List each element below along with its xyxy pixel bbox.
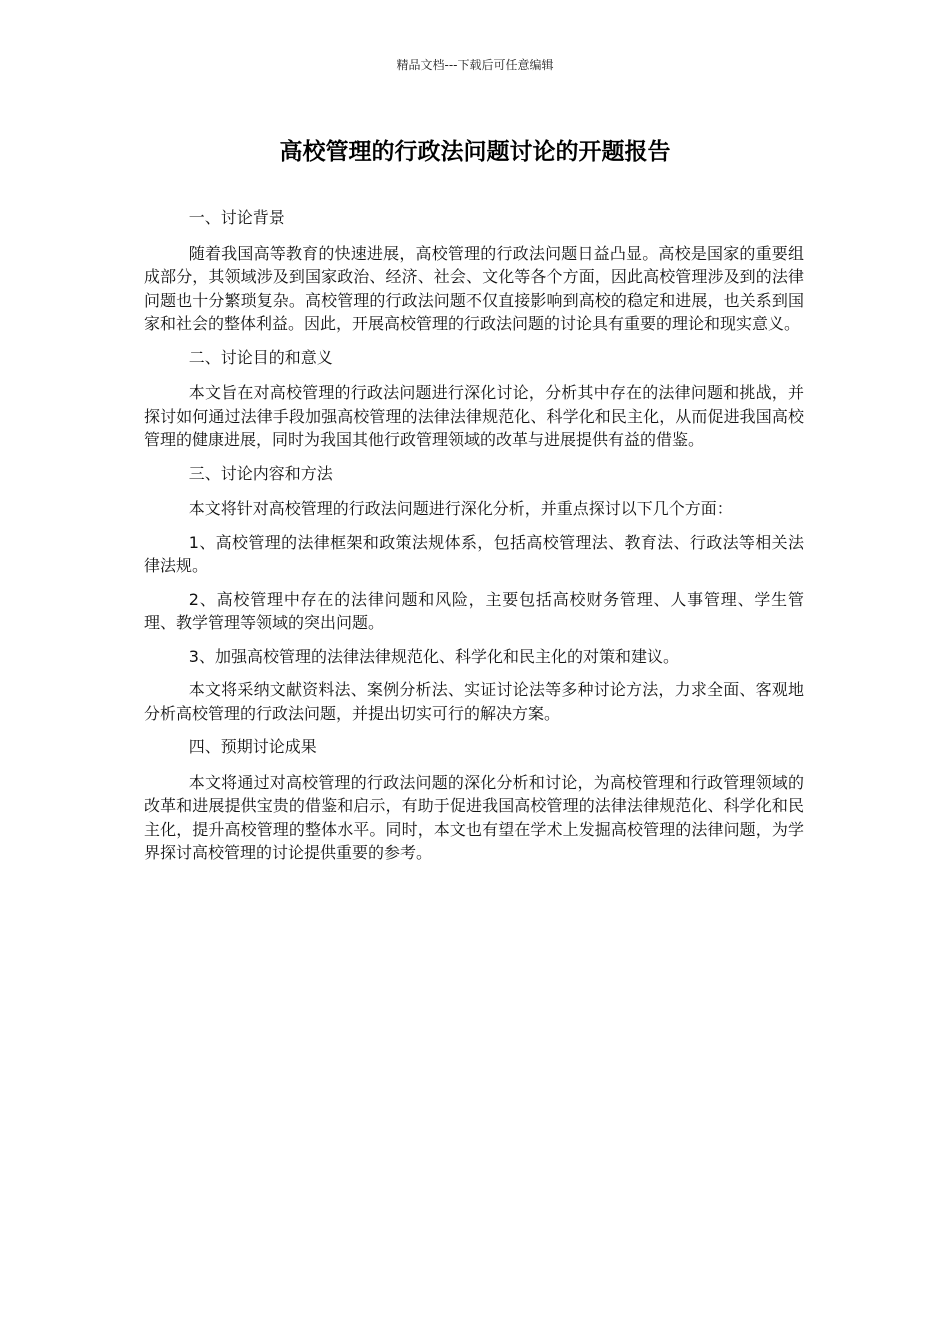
- list-item: 3、加强高校管理的法律法律规范化、科学化和民主化的对策和建议。: [188, 646, 679, 666]
- header-note: 精品文档---下载后可任意编辑: [396, 58, 554, 72]
- paragraph: 本文将针对高校管理的行政法问题进行深化分析，并重点探讨以下几个方面：: [188, 499, 733, 518]
- paragraph: 本文将通过对高校管理的行政法问题的深化分析和讨论，为高校管理和行政管理领域的改革和进展提供宝贵的借鉴和启示，有助于促进我国高校管理的法律法律规范化、科学化和民主化，提升高校管理的整体水平。同时，本文也有望在学术上发掘高校管理的法律问题，为学界探讨高校管理的讨论提供重要的参考。: [144, 772, 804, 862]
- paragraph: 随着我国高等教育的快速进展，高校管理的行政法问题日益凸显。高校是国家的重要组成部分，其领域涉及到国家政治、经济、社会、文化等各个方面，因此高校管理涉及到的法律问题也十分繁琐复杂。高校管理的行政法问题不仅直接影响到高校的稳定和进展，也关系到国家和社会的整体利益。因此，开展高校管理的行政法问题的讨论具有重要的理论和现实意义。: [144, 243, 804, 333]
- list-item: 1、高校管理的法律框架和政策法规体系，包括高校管理法、教育法、行政法等相关法律法规。: [144, 532, 804, 575]
- document-body: [144, 206, 804, 875]
- section-heading-expected-results: 四、预期讨论成果: [188, 737, 317, 756]
- section-heading-purpose: 二、讨论目的和意义: [188, 347, 333, 367]
- section-heading-content-methods: 三、讨论内容和方法: [188, 463, 333, 483]
- section-heading-background: 一、讨论背景: [188, 208, 285, 227]
- paragraph: 本文将采纳文献资料法、案例分析法、实证讨论法等多种讨论方法，力求全面、客观地分析高校管理的行政法问题，并提出切实可行的解决方案。: [144, 680, 804, 723]
- paragraph: 本文旨在对高校管理的行政法问题进行深化讨论，分析其中存在的法律问题和挑战，并探讨如何通过法律手段加强高校管理的法律法律规范化、科学化和民主化，从而促进我国高校管理的健康进展，同时为我国其他行政管理领域的改革与进展提供有益的借鉴。: [144, 383, 804, 449]
- document-title: 高校管理的行政法问题讨论的开题报告: [279, 139, 671, 165]
- list-item: 2、高校管理中存在的法律问题和风险，主要包括高校财务管理、人事管理、学生管理、教学管理等领域的突出问题。: [144, 589, 804, 632]
